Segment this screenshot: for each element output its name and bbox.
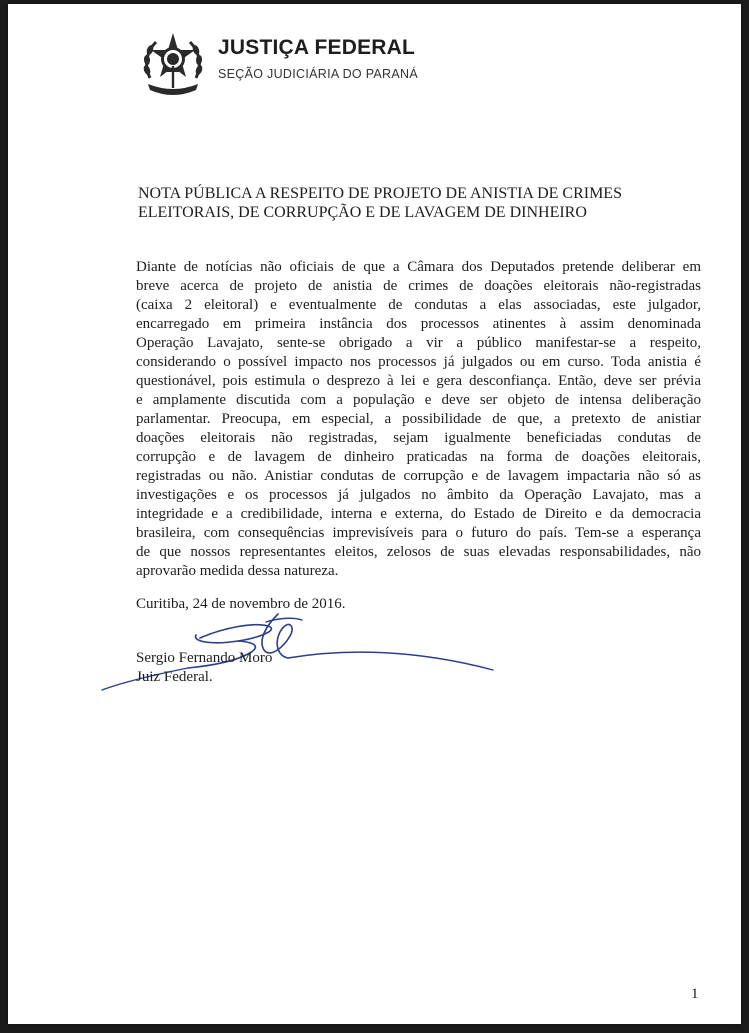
- org-name: JUSTIÇA FEDERAL: [218, 36, 416, 59]
- body-line: encarregado em primeira instância dos processos atinentes à assim denominada: [136, 316, 701, 332]
- document-title: [138, 184, 638, 222]
- body-line: de que nossos representantes eleitos, zelosos de suas elevadas responsabilidades, não: [136, 544, 701, 560]
- body-line: parlamentar. Preocupa, em especial, a possibilidade de que, a pretexto de anistiar: [136, 411, 701, 427]
- body-line: e amplamente discutida com a população e deve ser objeto de intensa deliberação: [136, 392, 701, 408]
- org-subtitle: SEÇÃO JUDICIÁRIA DO PARANÁ: [218, 67, 418, 81]
- body-line: corrupção e de lavagem de dinheiro praticadas na forma de doações eleitorais,: [136, 449, 701, 465]
- coat-of-arms-icon: [138, 30, 208, 100]
- page-number: 1: [691, 986, 699, 1002]
- body-line: brasileira, com consequências imprevisíveis para o futuro do país. Tem-se a esperança: [136, 525, 701, 541]
- place-date: Curitiba, 24 de novembro de 2016.: [136, 596, 346, 612]
- document-page: [8, 4, 741, 1024]
- body-line: doações eleitorais não registradas, sejam igualmente beneficiadas condutas de: [136, 430, 701, 446]
- body-line: Operação Lavajato, sente-se obrigado a vir a público manifestar-se a respeito,: [136, 335, 701, 351]
- signer-role: Juiz Federal.: [136, 669, 213, 685]
- body-line: aprovarão medida dessa natureza.: [136, 563, 339, 579]
- body-line: considerando o possível impacto nos processos já julgados ou em curso. Toda anistia é: [136, 354, 701, 370]
- body-line: integridade e a credibilidade, interna e externa, do Estado de Direito e da democracia: [136, 506, 701, 522]
- body-line: registradas ou não. Anistiar condutas de corrupção e de lavagem impactaria não só as: [136, 468, 701, 484]
- body-line: (caixa 2 eleitoral) e eventualmente de condutas a elas associadas, este julgador,: [136, 297, 701, 313]
- body-line: Diante de notícias não oficiais de que a Câmara dos Deputados pretende deliberar em: [136, 259, 701, 275]
- body-line: breve acerca de projeto de anistia de crimes de doações eleitorais não-registradas: [136, 278, 701, 294]
- document-body: [136, 258, 701, 581]
- body-line: questionável, pois estimula o desprezo à lei e gera desconfiança. Então, deve ser prévia: [136, 373, 701, 389]
- title-line: NOTA PÚBLICA A RESPEITO DE PROJETO DE ANISTIA DE CRIMES: [138, 185, 622, 202]
- signer-name: Sergio Fernando Moro: [136, 650, 273, 666]
- title-line: ELEITORAIS, DE CORRUPÇÃO E DE LAVAGEM DE DINHEIRO: [138, 204, 587, 221]
- body-line: investigações e os processos já julgados no âmbito da Operação Lavajato, mas a: [136, 487, 701, 503]
